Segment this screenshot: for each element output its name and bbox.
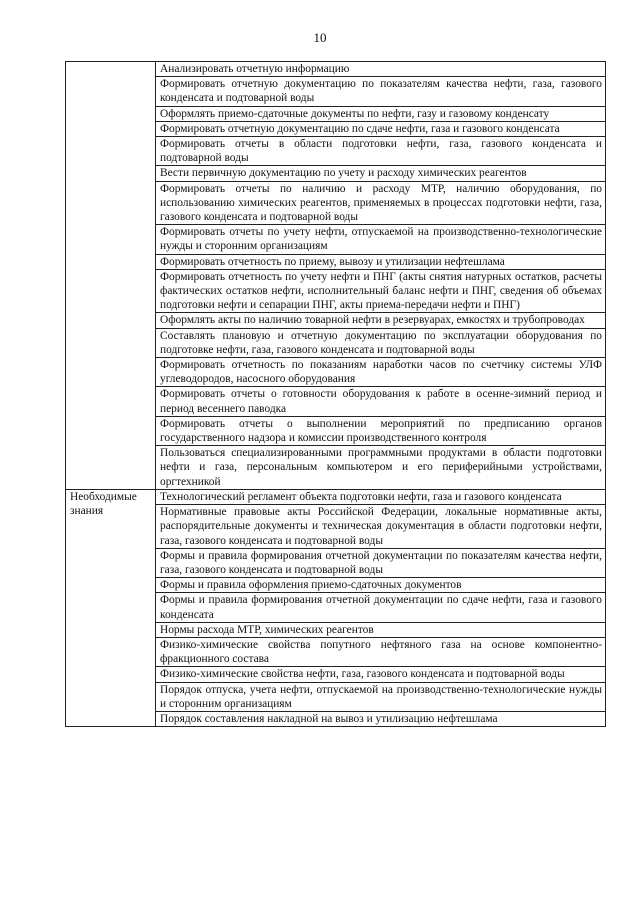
item-cell: Формировать отчетную документацию по показателям качества нефти, газа, газового конденсата и подтоварной воды <box>156 77 606 106</box>
competency-table <box>65 61 606 727</box>
item-cell: Формировать отчеты о готовности оборудования к работе в осенне-зимний период и период весеннего паводка <box>156 387 606 416</box>
item-cell: Анализировать отчетную информацию <box>156 62 606 77</box>
item-cell: Формировать отчеты о выполнении мероприятий по предписанию органов государственного надзора и комиссии производственного контроля <box>156 416 606 445</box>
item-cell: Формировать отчеты по наличию и расходу МТР, наличию оборудования, по использованию химических реагентов, применяемых в процессах подготовки нефти, газа, газового конденсата и подтоварной воды <box>156 181 606 225</box>
item-cell: Физико-химические свойства попутного нефтяного газа на основе компонентно-фракционного состава <box>156 637 606 666</box>
item-cell: Пользоваться специализированными программными продуктами в области подготовки нефти и газа, персональным компьютером и его периферийными устройствами, оргтехникой <box>156 446 606 490</box>
item-cell: Формировать отчетность по учету нефти и ПНГ (акты снятия натурных остатков, расчеты фактических остатков нефти, исполнительный баланс нефти и ПНГ, сведения об объемах подготовки нефти и сепарации ПНГ, акты приема-передачи нефти и ПНГ) <box>156 269 606 313</box>
item-cell: Нормы расхода МТР, химических реагентов <box>156 622 606 637</box>
item-cell: Составлять плановую и отчетную документацию по эксплуатации оборудования по подготовке нефти, газа, газового конденсата и подтоварной воды <box>156 328 606 357</box>
item-cell: Оформлять приемо-сдаточные документы по нефти, газу и газовому конденсату <box>156 106 606 121</box>
table-body <box>66 62 606 727</box>
section-label: Необходимые знания <box>66 489 156 726</box>
item-cell: Нормативные правовые акты Российской Федерации, локальные нормативные акты, распорядительные документы и техническая документация в области подготовки нефти, газа, газового конденсата и подтоварной воды <box>156 505 606 549</box>
item-cell: Формировать отчетность по показаниям наработки часов по счетчику системы УЛФ углеводородов, насосного оборудования <box>156 358 606 387</box>
item-cell: Формы и правила оформления приемо-сдаточных документов <box>156 578 606 593</box>
item-cell: Формы и правила формирования отчетной документации по сдаче нефти, газа и газового конденсата <box>156 593 606 622</box>
item-cell: Вести первичную документацию по учету и расходу химических реагентов <box>156 166 606 181</box>
item-cell: Формировать отчеты по учету нефти, отпускаемой на производственно-технологические нужды и сторонним организациям <box>156 225 606 254</box>
item-cell: Порядок составления накладной на вывоз и утилизацию нефтешлама <box>156 711 606 726</box>
item-cell: Формировать отчетную документацию по сдаче нефти, газа и газового конденсата <box>156 121 606 136</box>
table-row <box>66 62 606 77</box>
item-cell: Физико-химические свойства нефти, газа, газового конденсата и подтоварной воды <box>156 667 606 682</box>
item-cell: Формировать отчетность по приему, вывозу и утилизации нефтешлама <box>156 254 606 269</box>
item-cell: Технологический регламент объекта подготовки нефти, газа и газового конденсата <box>156 489 606 504</box>
item-cell: Формы и правила формирования отчетной документации по показателям качества нефти, газа, газового конденсата и подтоварной воды <box>156 548 606 577</box>
section-label <box>66 62 156 490</box>
table-row <box>66 489 606 504</box>
item-cell: Порядок отпуска, учета нефти, отпускаемой на производственно-технологические нужды и сторонним организациям <box>156 682 606 711</box>
item-cell: Оформлять акты по наличию товарной нефти в резервуарах, емкостях и трубопроводах <box>156 313 606 328</box>
page-number: 10 <box>313 30 327 45</box>
item-cell: Формировать отчеты в области подготовки нефти, газа, газового конденсата и подтоварной воды <box>156 137 606 166</box>
